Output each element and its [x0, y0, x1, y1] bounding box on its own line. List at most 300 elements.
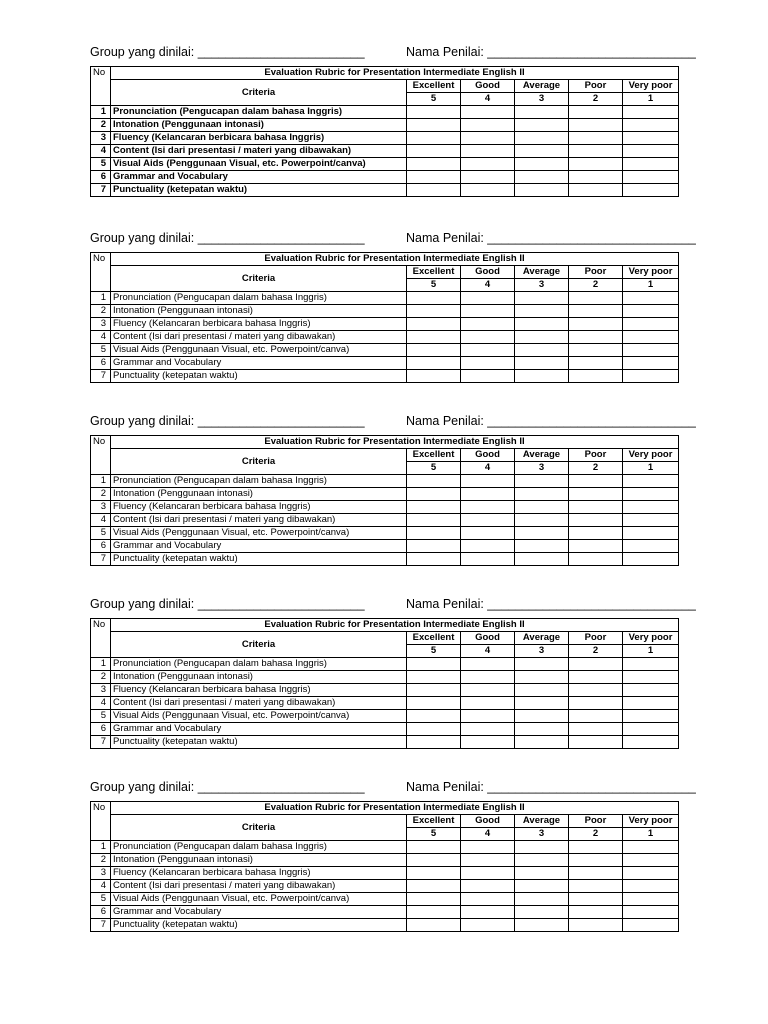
score-input-cell[interactable]: [461, 658, 515, 671]
score-input-cell[interactable]: [461, 697, 515, 710]
score-input-cell[interactable]: [407, 184, 461, 197]
score-input-cell[interactable]: [569, 906, 623, 919]
rubric-title: Evaluation Rubric for Presentation Intermediate English II: [111, 67, 679, 80]
score-input-cell[interactable]: [515, 553, 569, 566]
score-input-cell[interactable]: [623, 723, 679, 736]
score-input-cell[interactable]: [461, 184, 515, 197]
score-label-row: [91, 449, 679, 462]
score-input-cell[interactable]: [407, 697, 461, 710]
criteria-text: Punctuality (ketepatan waktu): [111, 919, 407, 932]
score-input-cell[interactable]: [569, 671, 623, 684]
criteria-text: Grammar and Vocabulary: [111, 171, 407, 184]
criteria-text: Pronunciation (Pengucapan dalam bahasa Inggris): [111, 841, 407, 854]
no-column-header: No: [91, 619, 111, 658]
criteria-text: Intonation (Penggunaan intonasi): [111, 854, 407, 867]
score-input-cell[interactable]: [515, 527, 569, 540]
criteria-text: Visual Aids (Penggunaan Visual, etc. Powerpoint/canva): [111, 893, 407, 906]
criteria-row: [91, 132, 679, 145]
score-input-cell[interactable]: [569, 305, 623, 318]
score-input-cell[interactable]: [623, 119, 679, 132]
score-input-cell[interactable]: [569, 658, 623, 671]
score-input-cell[interactable]: [623, 553, 679, 566]
criteria-text: Punctuality (ketepatan waktu): [111, 184, 407, 197]
form-header: [90, 45, 696, 65]
score-input-cell[interactable]: [515, 736, 569, 749]
score-input-cell[interactable]: [515, 658, 569, 671]
score-value-header: 1: [623, 645, 679, 658]
score-input-cell[interactable]: [407, 684, 461, 697]
score-input-cell[interactable]: [461, 344, 515, 357]
score-input-cell[interactable]: [515, 919, 569, 932]
score-input-cell[interactable]: [569, 318, 623, 331]
score-input-cell[interactable]: [461, 710, 515, 723]
rubric-title: Evaluation Rubric for Presentation Intermediate English II: [111, 253, 679, 266]
score-input-cell[interactable]: [623, 919, 679, 932]
score-input-cell[interactable]: [407, 501, 461, 514]
score-input-cell[interactable]: [623, 370, 679, 383]
criteria-text: Grammar and Vocabulary: [111, 723, 407, 736]
score-input-cell[interactable]: [569, 292, 623, 305]
score-input-cell[interactable]: [515, 184, 569, 197]
score-input-cell[interactable]: [623, 736, 679, 749]
score-input-cell[interactable]: [461, 370, 515, 383]
criteria-number: 5: [91, 710, 111, 723]
criteria-row: [91, 919, 679, 932]
score-input-cell[interactable]: [515, 514, 569, 527]
score-input-cell[interactable]: [461, 331, 515, 344]
score-value-header: 4: [461, 828, 515, 841]
score-input-cell[interactable]: [407, 540, 461, 553]
score-label-header: Average: [515, 815, 569, 828]
score-input-cell[interactable]: [461, 893, 515, 906]
score-input-cell[interactable]: [407, 370, 461, 383]
score-input-cell[interactable]: [461, 540, 515, 553]
criteria-row: [91, 906, 679, 919]
score-input-cell[interactable]: [515, 106, 569, 119]
score-input-cell[interactable]: [623, 893, 679, 906]
score-input-cell[interactable]: [623, 854, 679, 867]
score-input-cell[interactable]: [407, 292, 461, 305]
score-input-cell[interactable]: [515, 171, 569, 184]
score-input-cell[interactable]: [515, 475, 569, 488]
score-input-cell[interactable]: [569, 893, 623, 906]
score-label-header: Good: [461, 449, 515, 462]
group-assessed-field[interactable]: Group yang dinilai: ________________________: [90, 231, 365, 245]
score-input-cell[interactable]: [407, 723, 461, 736]
criteria-row: [91, 684, 679, 697]
rubric-title: Evaluation Rubric for Presentation Intermediate English II: [111, 802, 679, 815]
score-input-cell[interactable]: [569, 867, 623, 880]
score-input-cell[interactable]: [461, 723, 515, 736]
score-input-cell[interactable]: [569, 710, 623, 723]
criteria-row: [91, 119, 679, 132]
score-input-cell[interactable]: [569, 145, 623, 158]
score-input-cell[interactable]: [569, 488, 623, 501]
score-input-cell[interactable]: [461, 514, 515, 527]
score-input-cell[interactable]: [623, 145, 679, 158]
score-input-cell[interactable]: [407, 145, 461, 158]
criteria-text: Pronunciation (Pengucapan dalam bahasa Inggris): [111, 106, 407, 119]
criteria-number: 2: [91, 671, 111, 684]
score-input-cell[interactable]: [569, 841, 623, 854]
score-input-cell[interactable]: [623, 158, 679, 171]
score-label-header: Very poor: [623, 632, 679, 645]
group-assessed-field[interactable]: Group yang dinilai: ________________________: [90, 597, 365, 611]
score-input-cell[interactable]: [407, 671, 461, 684]
score-input-cell[interactable]: [407, 906, 461, 919]
score-input-cell[interactable]: [569, 514, 623, 527]
score-value-header: 5: [407, 279, 461, 292]
score-input-cell[interactable]: [461, 318, 515, 331]
criteria-number: 4: [91, 697, 111, 710]
score-input-cell[interactable]: [407, 171, 461, 184]
score-label-row: [91, 266, 679, 279]
score-input-cell[interactable]: [569, 171, 623, 184]
criteria-number: 3: [91, 867, 111, 880]
score-input-cell[interactable]: [461, 527, 515, 540]
score-input-cell[interactable]: [623, 292, 679, 305]
rubric-title: Evaluation Rubric for Presentation Intermediate English II: [111, 619, 679, 632]
score-input-cell[interactable]: [407, 158, 461, 171]
score-input-cell[interactable]: [623, 305, 679, 318]
score-input-cell[interactable]: [569, 854, 623, 867]
score-label-header: Poor: [569, 80, 623, 93]
score-input-cell[interactable]: [407, 841, 461, 854]
score-label-header: Very poor: [623, 266, 679, 279]
score-label-header: Excellent: [407, 632, 461, 645]
score-input-cell[interactable]: [515, 671, 569, 684]
score-input-cell[interactable]: [515, 697, 569, 710]
score-input-cell[interactable]: [569, 331, 623, 344]
score-input-cell[interactable]: [515, 145, 569, 158]
score-input-cell[interactable]: [461, 305, 515, 318]
criteria-number: 6: [91, 540, 111, 553]
form-header: [90, 597, 696, 617]
score-input-cell[interactable]: [623, 357, 679, 370]
criteria-column-header: Criteria: [111, 632, 407, 658]
criteria-number: 7: [91, 553, 111, 566]
score-input-cell[interactable]: [515, 893, 569, 906]
score-input-cell[interactable]: [569, 697, 623, 710]
score-input-cell[interactable]: [515, 292, 569, 305]
score-label-header: Excellent: [407, 815, 461, 828]
score-input-cell[interactable]: [623, 710, 679, 723]
score-input-cell[interactable]: [623, 540, 679, 553]
rater-name-field[interactable]: Nama Penilai: ______________________________: [406, 780, 696, 794]
criteria-row: [91, 184, 679, 197]
score-input-cell[interactable]: [623, 658, 679, 671]
score-input-cell[interactable]: [623, 841, 679, 854]
score-input-cell[interactable]: [461, 132, 515, 145]
score-value-header: 4: [461, 462, 515, 475]
rater-name-field[interactable]: Nama Penilai: ______________________________: [406, 231, 696, 245]
score-input-cell[interactable]: [623, 475, 679, 488]
score-input-cell[interactable]: [461, 145, 515, 158]
score-input-cell[interactable]: [569, 344, 623, 357]
score-label-header: Excellent: [407, 266, 461, 279]
criteria-row: [91, 370, 679, 383]
score-input-cell[interactable]: [461, 553, 515, 566]
criteria-text: Pronunciation (Pengucapan dalam bahasa Inggris): [111, 292, 407, 305]
score-input-cell[interactable]: [407, 919, 461, 932]
criteria-text: Pronunciation (Pengucapan dalam bahasa Inggris): [111, 475, 407, 488]
criteria-row: [91, 723, 679, 736]
score-input-cell[interactable]: [623, 671, 679, 684]
group-assessed-field[interactable]: Group yang dinilai: ________________________: [90, 780, 365, 794]
criteria-column-header: Criteria: [111, 80, 407, 106]
title-row: [91, 619, 679, 632]
score-input-cell[interactable]: [407, 119, 461, 132]
score-input-cell[interactable]: [407, 893, 461, 906]
score-input-cell[interactable]: [515, 906, 569, 919]
score-input-cell[interactable]: [569, 553, 623, 566]
score-input-cell[interactable]: [461, 106, 515, 119]
score-input-cell[interactable]: [569, 527, 623, 540]
score-label-header: Good: [461, 632, 515, 645]
score-input-cell[interactable]: [407, 867, 461, 880]
no-column-header: No: [91, 802, 111, 841]
score-input-cell[interactable]: [515, 723, 569, 736]
score-input-cell[interactable]: [461, 867, 515, 880]
score-input-cell[interactable]: [407, 880, 461, 893]
score-input-cell[interactable]: [461, 841, 515, 854]
score-input-cell[interactable]: [461, 119, 515, 132]
score-input-cell[interactable]: [515, 710, 569, 723]
rubric-form-4: [90, 597, 696, 747]
score-input-cell[interactable]: [623, 527, 679, 540]
score-input-cell[interactable]: [407, 710, 461, 723]
criteria-text: Visual Aids (Penggunaan Visual, etc. Powerpoint/canva): [111, 527, 407, 540]
score-input-cell[interactable]: [515, 119, 569, 132]
score-label-header: Average: [515, 632, 569, 645]
criteria-text: Content (Isi dari presentasi / materi yang dibawakan): [111, 514, 407, 527]
criteria-number: 4: [91, 145, 111, 158]
score-input-cell[interactable]: [461, 158, 515, 171]
score-input-cell[interactable]: [461, 357, 515, 370]
form-header: [90, 414, 696, 434]
score-input-cell[interactable]: [461, 475, 515, 488]
score-input-cell[interactable]: [515, 867, 569, 880]
score-value-header: 3: [515, 93, 569, 106]
score-input-cell[interactable]: [569, 501, 623, 514]
score-input-cell[interactable]: [569, 106, 623, 119]
score-input-cell[interactable]: [515, 880, 569, 893]
score-input-cell[interactable]: [407, 736, 461, 749]
score-input-cell[interactable]: [407, 514, 461, 527]
criteria-text: Punctuality (ketepatan waktu): [111, 370, 407, 383]
score-input-cell[interactable]: [623, 132, 679, 145]
criteria-number: 3: [91, 501, 111, 514]
score-input-cell[interactable]: [407, 553, 461, 566]
score-input-cell[interactable]: [461, 501, 515, 514]
score-input-cell[interactable]: [623, 318, 679, 331]
criteria-number: 1: [91, 292, 111, 305]
score-label-header: Good: [461, 266, 515, 279]
score-input-cell[interactable]: [515, 331, 569, 344]
score-input-cell[interactable]: [461, 854, 515, 867]
criteria-number: 4: [91, 331, 111, 344]
criteria-number: 6: [91, 906, 111, 919]
score-input-cell[interactable]: [407, 132, 461, 145]
score-value-header: 5: [407, 462, 461, 475]
score-input-cell[interactable]: [515, 344, 569, 357]
score-input-cell[interactable]: [623, 171, 679, 184]
criteria-text: Visual Aids (Penggunaan Visual, etc. Powerpoint/canva): [111, 710, 407, 723]
score-input-cell[interactable]: [515, 318, 569, 331]
criteria-row: [91, 841, 679, 854]
score-value-header: 2: [569, 462, 623, 475]
score-value-header: 1: [623, 279, 679, 292]
criteria-column-header: Criteria: [111, 815, 407, 841]
criteria-text: Fluency (Kelancaran berbicara bahasa Inggris): [111, 318, 407, 331]
score-input-cell[interactable]: [569, 684, 623, 697]
score-input-cell[interactable]: [569, 723, 623, 736]
score-input-cell[interactable]: [623, 867, 679, 880]
score-input-cell[interactable]: [461, 684, 515, 697]
score-label-header: Good: [461, 80, 515, 93]
score-value-header: 3: [515, 828, 569, 841]
criteria-row: [91, 475, 679, 488]
score-input-cell[interactable]: [569, 184, 623, 197]
score-input-cell[interactable]: [623, 488, 679, 501]
score-input-cell[interactable]: [461, 488, 515, 501]
score-value-header: 1: [623, 462, 679, 475]
score-input-cell[interactable]: [623, 501, 679, 514]
score-input-cell[interactable]: [623, 106, 679, 119]
score-input-cell[interactable]: [407, 331, 461, 344]
score-input-cell[interactable]: [407, 357, 461, 370]
group-assessed-field[interactable]: Group yang dinilai: ________________________: [90, 45, 365, 59]
title-row: [91, 67, 679, 80]
score-input-cell[interactable]: [569, 919, 623, 932]
score-input-cell[interactable]: [515, 158, 569, 171]
criteria-number: 2: [91, 305, 111, 318]
rater-name-field[interactable]: Nama Penilai: ______________________________: [406, 45, 696, 59]
score-input-cell[interactable]: [515, 854, 569, 867]
score-input-cell[interactable]: [461, 292, 515, 305]
no-column-header: No: [91, 436, 111, 475]
score-input-cell[interactable]: [623, 331, 679, 344]
rubric-table: [90, 435, 679, 566]
score-input-cell[interactable]: [623, 184, 679, 197]
rater-name-field[interactable]: Nama Penilai: ______________________________: [406, 414, 696, 428]
score-value-header: 4: [461, 279, 515, 292]
criteria-text: Fluency (Kelancaran berbicara bahasa Inggris): [111, 132, 407, 145]
score-label-header: Poor: [569, 266, 623, 279]
criteria-number: 7: [91, 919, 111, 932]
score-input-cell[interactable]: [623, 906, 679, 919]
score-input-cell[interactable]: [569, 880, 623, 893]
rubric-form-3: [90, 414, 696, 564]
score-input-cell[interactable]: [515, 540, 569, 553]
score-input-cell[interactable]: [407, 527, 461, 540]
criteria-text: Content (Isi dari presentasi / materi yang dibawakan): [111, 697, 407, 710]
score-input-cell[interactable]: [407, 344, 461, 357]
score-input-cell[interactable]: [461, 171, 515, 184]
score-input-cell[interactable]: [569, 736, 623, 749]
score-input-cell[interactable]: [569, 158, 623, 171]
score-input-cell[interactable]: [407, 305, 461, 318]
rubric-table: [90, 252, 679, 383]
criteria-row: [91, 357, 679, 370]
criteria-text: Content (Isi dari presentasi / materi yang dibawakan): [111, 331, 407, 344]
criteria-number: 2: [91, 488, 111, 501]
criteria-text: Visual Aids (Penggunaan Visual, etc. Powerpoint/canva): [111, 158, 407, 171]
criteria-number: 4: [91, 880, 111, 893]
criteria-text: Content (Isi dari presentasi / materi yang dibawakan): [111, 145, 407, 158]
score-input-cell[interactable]: [623, 684, 679, 697]
rater-name-field[interactable]: Nama Penilai: ______________________________: [406, 597, 696, 611]
score-input-cell[interactable]: [569, 475, 623, 488]
criteria-column-header: Criteria: [111, 449, 407, 475]
criteria-row: [91, 710, 679, 723]
score-input-cell[interactable]: [569, 119, 623, 132]
score-label-header: Good: [461, 815, 515, 828]
score-input-cell[interactable]: [623, 344, 679, 357]
score-input-cell[interactable]: [623, 880, 679, 893]
criteria-text: Punctuality (ketepatan waktu): [111, 553, 407, 566]
title-row: [91, 436, 679, 449]
score-input-cell[interactable]: [515, 305, 569, 318]
score-input-cell[interactable]: [461, 880, 515, 893]
score-input-cell[interactable]: [623, 514, 679, 527]
score-input-cell[interactable]: [515, 841, 569, 854]
score-input-cell[interactable]: [407, 854, 461, 867]
group-assessed-field[interactable]: Group yang dinilai: ________________________: [90, 414, 365, 428]
criteria-text: Grammar and Vocabulary: [111, 357, 407, 370]
score-input-cell[interactable]: [623, 697, 679, 710]
criteria-number: 5: [91, 344, 111, 357]
score-input-cell[interactable]: [461, 906, 515, 919]
criteria-row: [91, 488, 679, 501]
score-input-cell[interactable]: [515, 488, 569, 501]
score-input-cell[interactable]: [461, 671, 515, 684]
criteria-number: 2: [91, 854, 111, 867]
score-input-cell[interactable]: [569, 357, 623, 370]
score-input-cell[interactable]: [407, 106, 461, 119]
score-input-cell[interactable]: [569, 370, 623, 383]
criteria-number: 5: [91, 158, 111, 171]
rubric-title: Evaluation Rubric for Presentation Intermediate English II: [111, 436, 679, 449]
criteria-text: Fluency (Kelancaran berbicara bahasa Inggris): [111, 501, 407, 514]
score-input-cell[interactable]: [407, 318, 461, 331]
rubric-table: [90, 801, 679, 932]
criteria-number: 7: [91, 370, 111, 383]
score-input-cell[interactable]: [515, 370, 569, 383]
score-input-cell[interactable]: [461, 919, 515, 932]
rubric-table: [90, 66, 679, 197]
score-input-cell[interactable]: [569, 540, 623, 553]
score-input-cell[interactable]: [569, 132, 623, 145]
score-input-cell[interactable]: [461, 736, 515, 749]
criteria-number: 5: [91, 527, 111, 540]
score-input-cell[interactable]: [407, 658, 461, 671]
score-value-header: 2: [569, 645, 623, 658]
criteria-text: Grammar and Vocabulary: [111, 906, 407, 919]
score-input-cell[interactable]: [515, 501, 569, 514]
rubric-form-2: [90, 231, 696, 381]
criteria-number: 3: [91, 132, 111, 145]
score-input-cell[interactable]: [407, 475, 461, 488]
score-value-header: 5: [407, 828, 461, 841]
score-input-cell[interactable]: [515, 357, 569, 370]
score-input-cell[interactable]: [515, 684, 569, 697]
score-input-cell[interactable]: [515, 132, 569, 145]
score-label-header: Very poor: [623, 815, 679, 828]
criteria-number: 3: [91, 684, 111, 697]
rubric-form-1: [90, 45, 696, 195]
score-input-cell[interactable]: [407, 488, 461, 501]
